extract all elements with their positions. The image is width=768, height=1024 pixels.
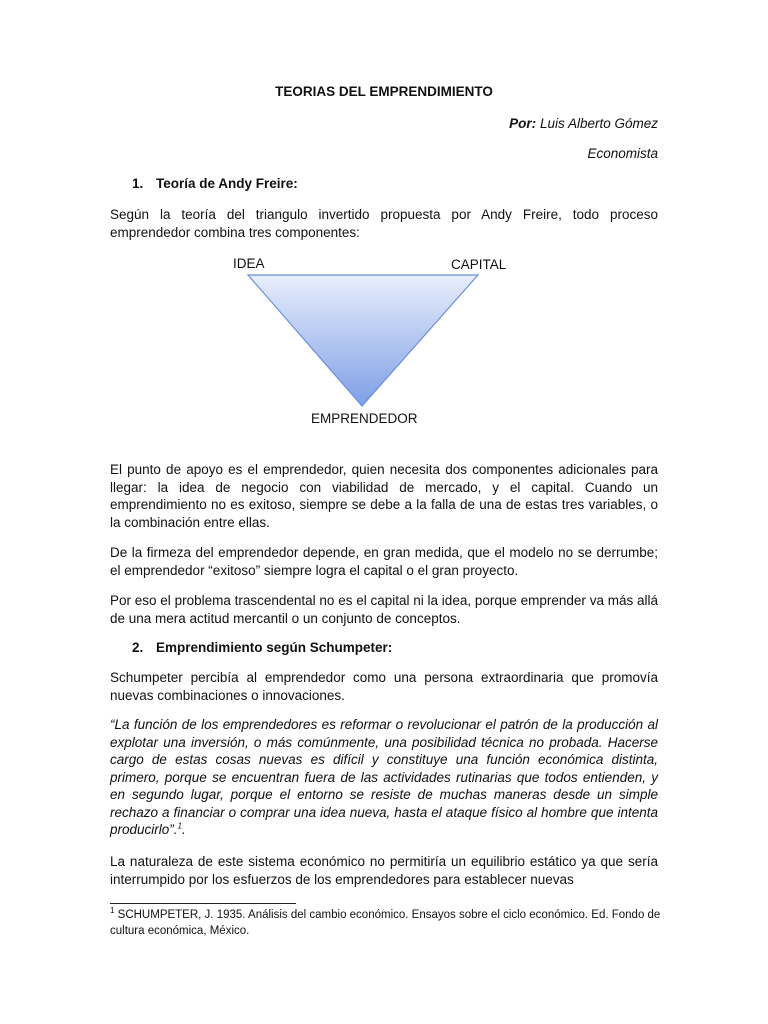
schumpeter-quote: “La función de los emprendedores es reformar o revolucionar el patrón de la producción al explotar una inversión, o más comúnmente, una posibilidad técnica no probada. Hacerse cargo de estas cosas nuevas es difícil y constituye una función económica distinta, primero, porque se encuentran fuera de las actividades rutinarias que todos entienden, y en segundo lugar, porque el entorno se resiste de muchas maneras desde un simple rechazo a financiar o comprar una idea nueva, hasta el ataque físico al hombre que intenta producirlo”.$^1$.	[110, 717, 658, 837]
footnote-marker: 1	[110, 906, 115, 916]
section-1-heading	[132, 176, 298, 191]
label-emprendedor: EMPRENDEDOR	[311, 411, 418, 426]
author-name: Luis Alberto Gómez	[539, 116, 658, 131]
section-1-title: Teoría de Andy Freire:	[156, 176, 298, 191]
section-1-intro: Según la teoría del triangulo invertido propuesta por Andy Freire, todo proceso emprendedor combina tres componentes:	[110, 207, 658, 240]
section-2-closing: La naturaleza de este sistema económico no permitiría un equilibrio estático ya que sería interrumpido por los esfuerzos de los emprendedores para establecer nuevas	[110, 854, 658, 887]
section-2-number: 2.	[132, 640, 144, 655]
section-1-number: 1.	[132, 176, 144, 191]
footnote-divider	[110, 903, 296, 904]
footnote-reference: 1	[177, 821, 182, 831]
section-1-paragraph-1: El punto de apoyo es el emprendedor, quien necesita dos componentes adicionales para llegar: la idea de negocio con viabilidad de mercado, y el capital. Cuando un emprendimiento no es exitoso, siempre se debe a la falla de una de estas tres variables, o la combinación entre ellas.	[110, 462, 658, 530]
footnote-text: SCHUMPETER, J. 1935. Análisis del cambio económico. Ensayos sobre el ciclo económico. Ed. Fondo de cultura económica, México.	[110, 909, 661, 937]
section-1-paragraph-3: Por eso el problema trascendental no es el capital ni la idea, porque emprender va más allá de una mera actitud mercantil o un conjunto de conceptos.	[110, 593, 658, 626]
section-2-heading	[132, 640, 392, 655]
section-1-paragraph-2: De la firmeza del emprendedor depende, en gran medida, que el modelo no se derrumbe; el emprendedor “exitoso” siempre logra el capital o el gran proyecto.	[110, 545, 658, 578]
section-2-intro: Schumpeter percibía al emprendedor como una persona extraordinaria que promovía nuevas combinaciones o innovaciones.	[110, 670, 658, 703]
author-label: Por:	[509, 116, 537, 131]
author-line	[509, 116, 658, 131]
schumpeter-quote-text: “La función de los emprendedores es reformar o revolucionar el patrón de la producción al explotar una inversión, o más comúnmente, una posibilidad técnica no probada. Hacerse cargo de estas cosas nuevas es difícil y constituye una función económica distinta, primero, porque se encuentran fuera de las actividades rutinarias que todos entienden, y en segundo lugar, porque el entorno se resiste de muchas maneras desde un simple rechazo a financiar o comprar una idea nueva, hasta el ataque físico al hombre que intenta producirlo”.	[110, 717, 658, 837]
label-capital: CAPITAL	[451, 257, 507, 272]
section-2-title: Emprendimiento según Schumpeter:	[156, 640, 393, 655]
footnote	[110, 908, 666, 939]
inverted-triangle-diagram	[0, 250, 768, 440]
inverted-triangle	[248, 275, 478, 406]
label-idea: IDEA	[233, 256, 265, 271]
author-role: Economista	[587, 146, 658, 161]
document-title: TEORIAS DEL EMPRENDIMIENTO	[275, 84, 493, 99]
